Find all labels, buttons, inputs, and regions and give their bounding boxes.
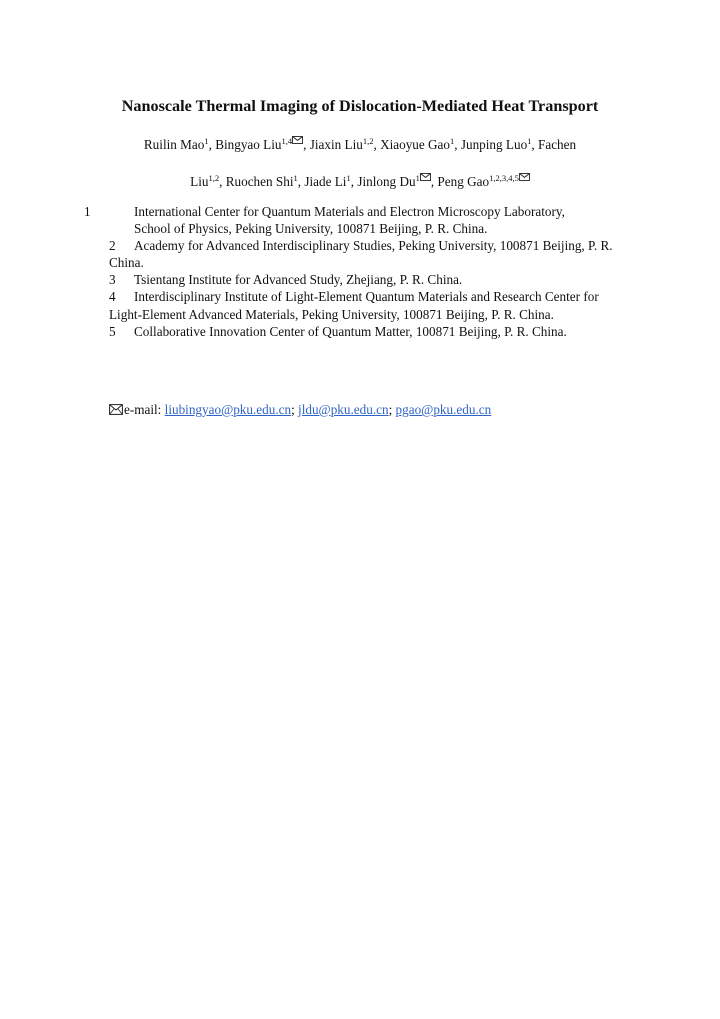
author-line-2 xyxy=(0,174,720,191)
author-separator: , xyxy=(373,137,381,152)
email-separator: ; xyxy=(291,402,299,417)
affiliation-item xyxy=(109,323,614,340)
author-name-text: Bingyao Liu xyxy=(215,137,282,152)
affiliation-text: International Center for Quantum Materials and Electron Microscopy Laboratory, xyxy=(134,204,565,219)
affiliation-text: Tsientang Institute for Advanced Study, Zhejiang, P. R. China. xyxy=(134,272,463,288)
affiliation-text: Collaborative Innovation Center of Quantum Matter, 100871 Beijing, P. R. China. xyxy=(134,323,567,339)
affiliation-number: 3 xyxy=(109,272,116,288)
author-name-text: Fachen xyxy=(538,137,577,152)
affiliation-superscript: 1 xyxy=(293,173,298,183)
affiliation-superscript: 1,2 xyxy=(208,173,220,183)
author-separator: , xyxy=(531,137,539,152)
affiliation-item xyxy=(109,237,614,271)
affiliation-superscript: 1 xyxy=(527,136,532,146)
affiliation-superscript: 1 xyxy=(415,173,420,183)
affiliation-superscript: 1,2,3,4,5 xyxy=(489,173,519,183)
author-separator: , xyxy=(219,174,226,189)
affiliation-superscript: 1 xyxy=(450,136,455,146)
author-name xyxy=(215,137,303,152)
author-name xyxy=(190,174,219,189)
email-line xyxy=(109,402,491,418)
affiliation-number: 1 xyxy=(84,204,91,219)
author-name-text: Peng Gao xyxy=(437,174,490,189)
affiliation-item xyxy=(84,203,614,237)
affiliation-text: Academy for Advanced Interdisciplinary Studies, Peking University, 100871 Beijing, P. R. China. xyxy=(109,238,613,271)
author-separator: , xyxy=(208,137,216,152)
author-name xyxy=(538,137,576,152)
author-name-text: Ruilin Mao xyxy=(143,137,205,152)
affiliation-item xyxy=(109,271,614,288)
author-name xyxy=(226,174,298,189)
email-link[interactable]: pgao@pku.edu.cn xyxy=(395,402,492,417)
email-link[interactable]: liubingyao@pku.edu.cn xyxy=(164,402,292,417)
author-line-1 xyxy=(0,137,720,154)
envelope-icon xyxy=(109,404,123,415)
author-name xyxy=(357,174,431,189)
author-name xyxy=(380,137,454,152)
author-name-text: Liu xyxy=(190,174,209,189)
email-separator: ; xyxy=(388,402,396,417)
email-label: e-mail: xyxy=(124,402,165,417)
author-separator: , xyxy=(350,174,358,189)
author-name xyxy=(437,174,529,189)
affiliation-superscript: 1 xyxy=(204,136,209,146)
author-separator: , xyxy=(303,137,310,152)
author-name xyxy=(304,174,350,189)
affiliation-superscript: 1,4 xyxy=(281,136,293,146)
affiliation-item xyxy=(109,288,614,322)
author-name xyxy=(461,137,532,152)
author-name xyxy=(310,137,374,152)
affiliation-superscript: 1 xyxy=(346,173,351,183)
affiliation-number: 2 xyxy=(109,238,116,254)
author-name-text: Jiaxin Liu xyxy=(309,137,363,152)
affiliation-number: 4 xyxy=(109,289,116,305)
affiliation-number: 5 xyxy=(109,323,116,339)
author-separator: , xyxy=(430,174,438,189)
affiliation-superscript: 1,2 xyxy=(362,136,374,146)
affiliation-text: School of Physics, Peking University, 100871 Beijing, P. R. China. xyxy=(134,221,488,237)
envelope-icon xyxy=(292,136,303,144)
envelope-icon xyxy=(519,173,530,181)
author-name-text: Jiade Li xyxy=(304,174,347,189)
email-link[interactable]: jldu@pku.edu.cn xyxy=(298,402,389,417)
envelope-icon xyxy=(420,173,431,181)
author-name-text: Jinlong Du xyxy=(357,174,416,189)
author-name-text: Xiaoyue Gao xyxy=(380,137,451,152)
paper-title: Nanoscale Thermal Imaging of Dislocation-Mediated Heat Transport xyxy=(121,97,599,115)
author-name-text: Junping Luo xyxy=(460,137,528,152)
author-name-text: Ruochen Shi xyxy=(225,174,294,189)
affiliation-text: Interdisciplinary Institute of Light-Element Quantum Materials and Research Center for Light-Element Advanced Materials, Peking University, 100871 Beijing, P. R. China. xyxy=(109,289,599,322)
affiliation-list xyxy=(84,203,614,340)
author-name xyxy=(144,137,209,152)
author-separator: , xyxy=(297,174,305,189)
author-separator: , xyxy=(454,137,461,152)
